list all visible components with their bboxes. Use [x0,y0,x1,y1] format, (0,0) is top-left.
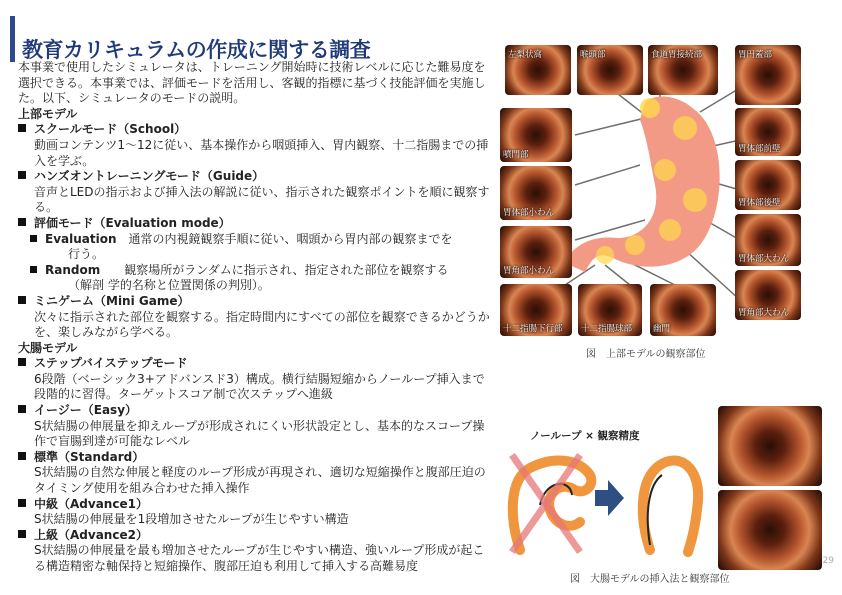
colon-figure-subtitle: ノーループ × 観察精度 [530,430,640,442]
intro-paragraph: 本事業で使用したシミュレータは、トレーニング開始時に技術レベルに応じた難易度を選択できる。本事業では、評価モードを活用し、客観的指標に基づく技能評価を実施した。以下、シミュレータのモードの説明。 [18,60,486,106]
easy-mode-heading [18,403,492,419]
bullet-square-icon [30,266,37,273]
label-body-greater: 胃体部大わん [738,254,790,264]
label-angle-greater: 胃角部大わん [738,308,790,318]
advance2-body: S状結腸の伸展量を最も増加させたループが生じやすい構造、強いループ形成が起こる構造精密な軸保持と短縮操作、腹部圧迫も利用して挿入する高難易度 [34,543,485,573]
step-mode-heading [18,356,492,372]
school-mode-body: 動画コンテンツ1～12に従い、基本操作から咽頭挿入、胃内観察、十二指腸までの挿入を学ぶ。 [34,137,489,168]
standard-mode-body: S状結腸の自然な伸展と軽度のループ形成が再現され、適切な短縮操作と腹部圧迫のタイミング使用を組み合わせた挿入操作 [34,465,486,496]
text-column [18,60,492,575]
label-angle-lesser: 胃角部小わん [503,266,555,276]
guide-mode-title: ハンズオントレーニングモード（Guide） [34,169,265,184]
noloop-colon-shape [643,460,698,552]
photo-duodenum-descending [500,284,572,336]
photo-body-greater [735,214,801,266]
page-number: 29 [822,556,834,566]
bullet-square-icon [30,235,37,242]
random-text-cont: （解剖 学的名称と位置関係の判別）。 [68,278,270,293]
advance2-heading [18,528,492,544]
minigame-heading [18,294,492,310]
standard-mode-heading [18,450,492,466]
step-mode-title: ステップバイステップモード [34,356,188,371]
advance1-body: S状結腸の伸展量を1段増加させたループが生じやすい構造 [34,512,349,527]
school-mode-heading [18,122,492,138]
school-mode-title: スクールモード（School） [34,122,187,137]
easy-mode-body: S状結腸の伸展量を抑えループが形成されにくい形状設定とし、基本的なスコープ操作で盲腸到達が可能なレベル [34,418,485,449]
guide-mode-body: 音声とLEDの指示および挿入法の解説に従い、指示された観察ポイントを順に観察する。 [34,184,490,215]
label-body-anterior: 胃体部前壁 [738,144,781,154]
evaluation-text-cont: 行う。 [68,247,105,262]
standard-mode-title: 標準（Standard） [34,449,145,464]
label-body-posterior: 胃体部後壁 [738,198,781,208]
bullet-square-icon [18,218,26,226]
bullet-square-icon [18,405,26,413]
label-left-piriform: 左梨状窩 [508,50,543,60]
minigame-body: 次々に指示された部位を観察する。指定時間内にすべての部位を観察できるかどうかを、楽しみながら学べる。 [34,309,490,340]
bullet-square-icon [18,358,26,366]
colon-insertion-diagram [500,440,710,560]
eval-evaluation-item [18,232,492,263]
bullet-square-icon [18,452,26,460]
label-cardia: 噴門部 [503,150,529,160]
evaluation-text: 通常の内視鏡観察手順に従い、咽頭から胃内部の観察までを [128,231,453,246]
photo-fundus [735,45,801,105]
eval-mode-title: 評価モード（Evaluation mode） [34,215,231,230]
photo-cardia [500,108,572,162]
step-mode-body: 6段階（ベーシック3+アドバンスド3）構成。横行結腸短縮からノーループ挿入まで段階的に習得。ターゲットスコア制で次ステップへ進級 [34,371,485,402]
easy-mode-title: イージー（Easy） [34,403,138,418]
evaluation-label: Evaluation [45,231,117,246]
label-ege-junction: 食道胃接続部 [651,50,703,60]
right-arrow-icon [595,480,624,516]
eval-mode-heading [18,216,492,232]
advance1-heading [18,497,492,513]
advance2-title: 上級（Advance2） [34,527,148,542]
colon-figure-caption: 図 大腸モデルの挿入法と観察部位 [570,574,730,585]
photo-left-piriform [505,45,571,95]
photo-ege-junction [648,45,718,95]
random-label: Random [45,262,101,277]
photo-body-anterior [735,108,801,156]
photo-body-posterior [735,160,801,210]
upper-figure-caption: 図 上部モデルの観察部位 [586,349,706,360]
label-pylorus: 幽門 [653,324,671,334]
eval-random-item [18,263,492,294]
photo-angle-lesser [500,226,572,278]
photo-pylorus [650,284,716,336]
photo-colon-view-1 [718,406,822,486]
photo-larynx [577,45,643,95]
photo-body-lesser [500,166,572,220]
random-text: 観察場所がランダムに指示され、指定された部位を観察する [124,262,449,277]
guide-mode-heading [18,169,492,185]
label-duodenal-bulb: 十二指腸球部 [581,324,633,334]
photo-colon-view-2 [718,490,822,570]
label-larynx: 喉頭部 [580,50,606,60]
bullet-square-icon [18,530,26,538]
minigame-title: ミニゲーム（Mini Game） [34,293,190,308]
bullet-square-icon [18,296,26,304]
advance1-title: 中級（Advance1） [34,496,148,511]
photo-angle-greater [735,270,801,320]
bullet-square-icon [18,124,26,132]
label-fundus: 胃円蓋部 [738,50,773,60]
upper-model-heading: 上部モデル [18,106,78,121]
bullet-square-icon [18,171,26,179]
title-accent-bar [10,16,15,62]
bullet-square-icon [18,499,26,507]
label-body-lesser: 胃体部小わん [503,208,555,218]
colon-model-heading: 大腸モデル [18,340,78,355]
photo-duodenal-bulb [578,284,642,336]
label-duodenum-descending: 十二指腸下行部 [503,324,563,334]
page-title: 教育カリキュラムの作成に関する調査 [22,38,371,62]
